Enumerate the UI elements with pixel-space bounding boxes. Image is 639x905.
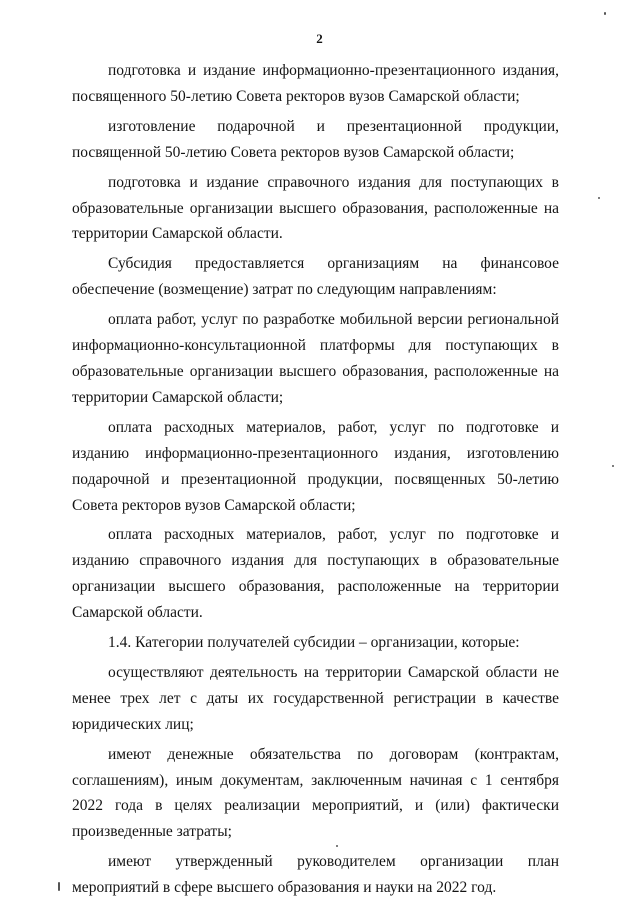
scan-speck (598, 197, 600, 199)
paragraph-6: оплата расходных материалов, работ, услуг по подготовке и изданию информационно-презентационного издания, изготовлению подарочной и презентационной продукции, посвященных 50-летию Совета ректоров вузов Самарской области; (72, 418, 559, 514)
document-body (72, 58, 559, 901)
paragraph-10: имеют денежные обязательства по договорам (контрактам, соглашениям), иным документам, заключенным начиная с 1 сентября 2022 года в целях реализации мероприятий, и (или) фактически произведенные затраты; (72, 745, 559, 841)
paragraph-7: оплата расходных материалов, работ, услуг по подготовке и изданию справочного издания для поступающих в образовательные организации высшего образования, расположенные на территории Самарской области. (72, 526, 559, 622)
scan-speck (336, 845, 338, 847)
scan-speck (612, 465, 614, 467)
paragraph-4: Субсидия предоставляется организациям на финансовое обеспечение (возмещение) затрат по следующим направлениям: (72, 255, 559, 299)
paragraph-11: имеют утвержденный руководителем организации план мероприятий в сфере высшего образования и науки на 2022 год. (72, 853, 559, 897)
scan-speck (58, 882, 60, 891)
paragraph-8: 1.4. Категории получателей субсидии – организации, которые: (108, 634, 520, 652)
paragraph-3: подготовка и издание справочного издания для поступающих в образовательные организации высшего образования, расположенные на территории Самарской области. (72, 173, 559, 243)
scan-speck (604, 12, 606, 15)
paragraph-1: подготовка и издание информационно-презентационного издания, посвященного 50-летию Совета ректоров вузов Самарской области; (72, 62, 559, 105)
paragraph-5: оплата работ, услуг по разработке мобильной версии региональной информационно-консультационной платформы для поступающих в образовательные организации высшего образования, расположенные на территории Самарской области; (72, 311, 559, 406)
paragraph-9: осуществляют деятельность на территории Самарской области не менее трех лет с даты их государственной регистрации в качестве юридических лиц; (72, 663, 559, 733)
paragraph-2: изготовление подарочной и презентационной продукции, посвященной 50-летию Совета ректоров вузов Самарской области; (72, 117, 559, 161)
page-number: 2 (316, 31, 323, 46)
